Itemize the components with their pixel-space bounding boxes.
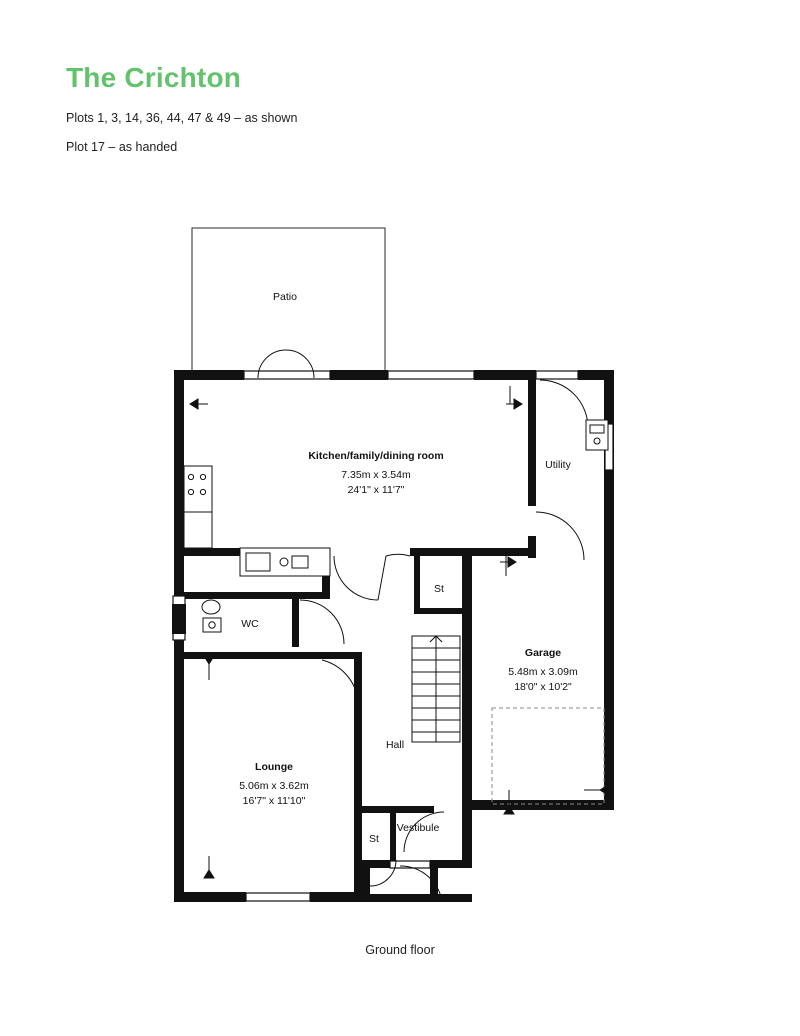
- floorplan-page: The Crichton Plots 1, 3, 14, 36, 44, 47 & 49 – as shown Plot 17 – as handed Patio Kitchen/family/dining room 7.35m x 3.54m 24'1" x 11'7" Utility WC St Garage 5.48m x 3.09m 18'0" x 10'2" Hall Lounge 5.06m x 3.62m 16'7" x 11'10" Vestibule St Ground floor: [0, 0, 800, 1036]
- kitchen-fixtures: [184, 466, 330, 576]
- plots-as-shown: Plots 1, 3, 14, 36, 44, 47 & 49 – as shown: [66, 111, 298, 125]
- staircase: [412, 636, 460, 742]
- wc-fixtures: [172, 600, 221, 634]
- page-title: The Crichton: [66, 62, 242, 93]
- door-swings: [258, 350, 588, 902]
- plots-as-handed: Plot 17 – as handed: [66, 140, 178, 154]
- floor-caption: Ground floor: [365, 943, 435, 957]
- utility-fixtures: [586, 420, 608, 450]
